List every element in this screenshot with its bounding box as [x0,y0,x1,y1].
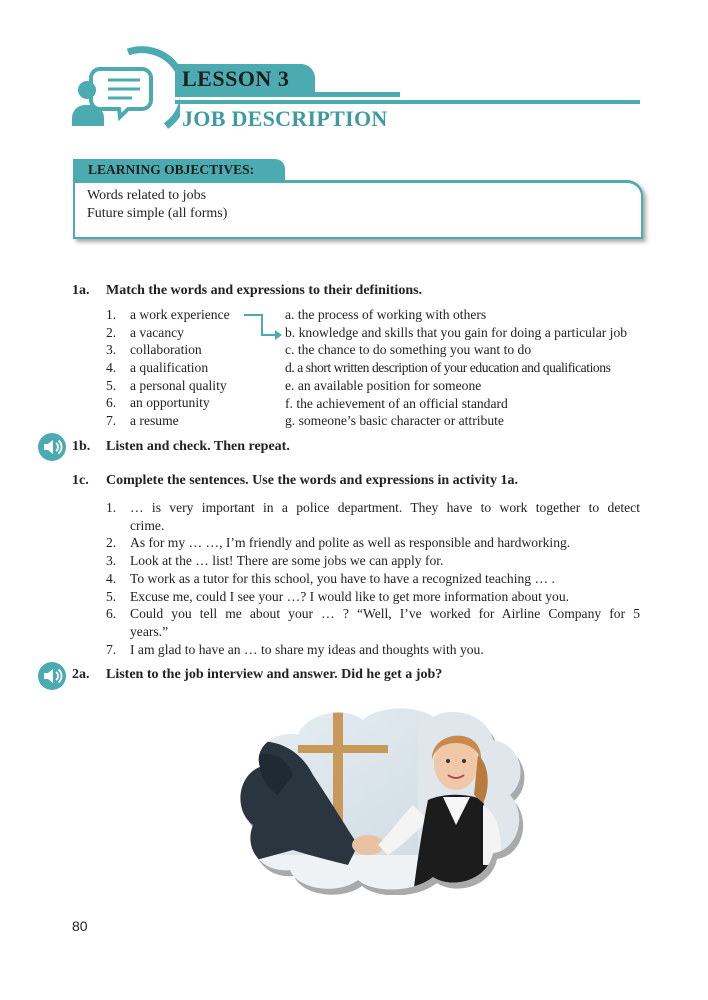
list-item: b. knowledge and skills that you gain for doing a particular job [285,324,628,340]
list-item: 5. a personal quality [106,377,227,393]
objective-item: Future simple (all forms) [87,206,228,221]
objectives-title: LEARNING OBJECTIVES: [88,162,255,177]
page-title: JOB DESCRIPTION [182,106,388,131]
page-number: 80 [72,918,88,934]
list-item: 3. collaboration [106,342,202,358]
exercise-number: 1b. [72,439,91,454]
list-item: 2. a vacancy [106,324,184,340]
match-arrow [242,311,284,341]
exercise-number: 2a. [72,667,90,682]
list-item: 3. Look at the … list! There are some jobs we can apply for. [106,553,444,569]
list-item: 6. an opportunity [106,395,210,411]
list-item: e. an available position for someone [285,377,482,393]
list-item: 2. As for my … …, I’m friendly and polite as well as responsible and hardworking. [106,535,571,551]
exercise-instruction: Match the words and expressions to their definitions. [106,283,423,298]
speaker-icon [38,433,66,461]
lesson-logo [70,44,180,138]
audio-button[interactable] [38,433,66,466]
list-item: 7. I am glad to have an … to share my ideas and thoughts with you. [106,641,484,657]
exercise-instruction: Complete the sentences. Use the words and expressions in activity 1a. [106,473,518,488]
exercise-number: 1c. [72,473,89,488]
sentence-list [106,499,640,658]
list-item: 5. Excuse me, could I see your …? I would like to get more information about you. [106,588,570,604]
list-item: 6. Could you tell me about your … ? “Well, I’ve worked for Airline Company for 5 years.” [106,606,640,639]
list-item: g. someone’s basic character or attribute [285,413,504,429]
list-item: 1. … is very important in a police department. They have to work together to detect crime. [106,500,640,533]
job-interview-photo [238,705,528,895]
list-item: f. the achievement of an official standard [285,395,508,411]
exercise-instruction: Listen and check. Then repeat. [106,439,290,454]
list-item: d. a short written description of your education and qualifications [285,360,611,376]
speaker-icon [38,662,66,690]
lesson-number: LESSON 3 [182,66,290,91]
exercise-instruction: Listen to the job interview and answer. Did he get a job? [106,667,443,682]
list-item: 7. a resume [106,413,179,429]
list-item: 4. To work as a tutor for this school, you have to have a recognized teaching … . [106,570,555,586]
list-item: 1. a work experience [106,307,230,322]
title-divider [175,92,400,97]
exercise-number: 1a. [72,283,90,298]
audio-button[interactable] [38,662,66,695]
definition-list [285,306,645,430]
list-item: c. the chance to do something you want to do [285,342,532,358]
title-underline [175,100,640,104]
list-item: a. the process of working with others [285,307,487,322]
objective-item: Words related to jobs [87,188,207,203]
list-item: 4. a qualification [106,360,209,376]
person-icon [78,81,96,99]
